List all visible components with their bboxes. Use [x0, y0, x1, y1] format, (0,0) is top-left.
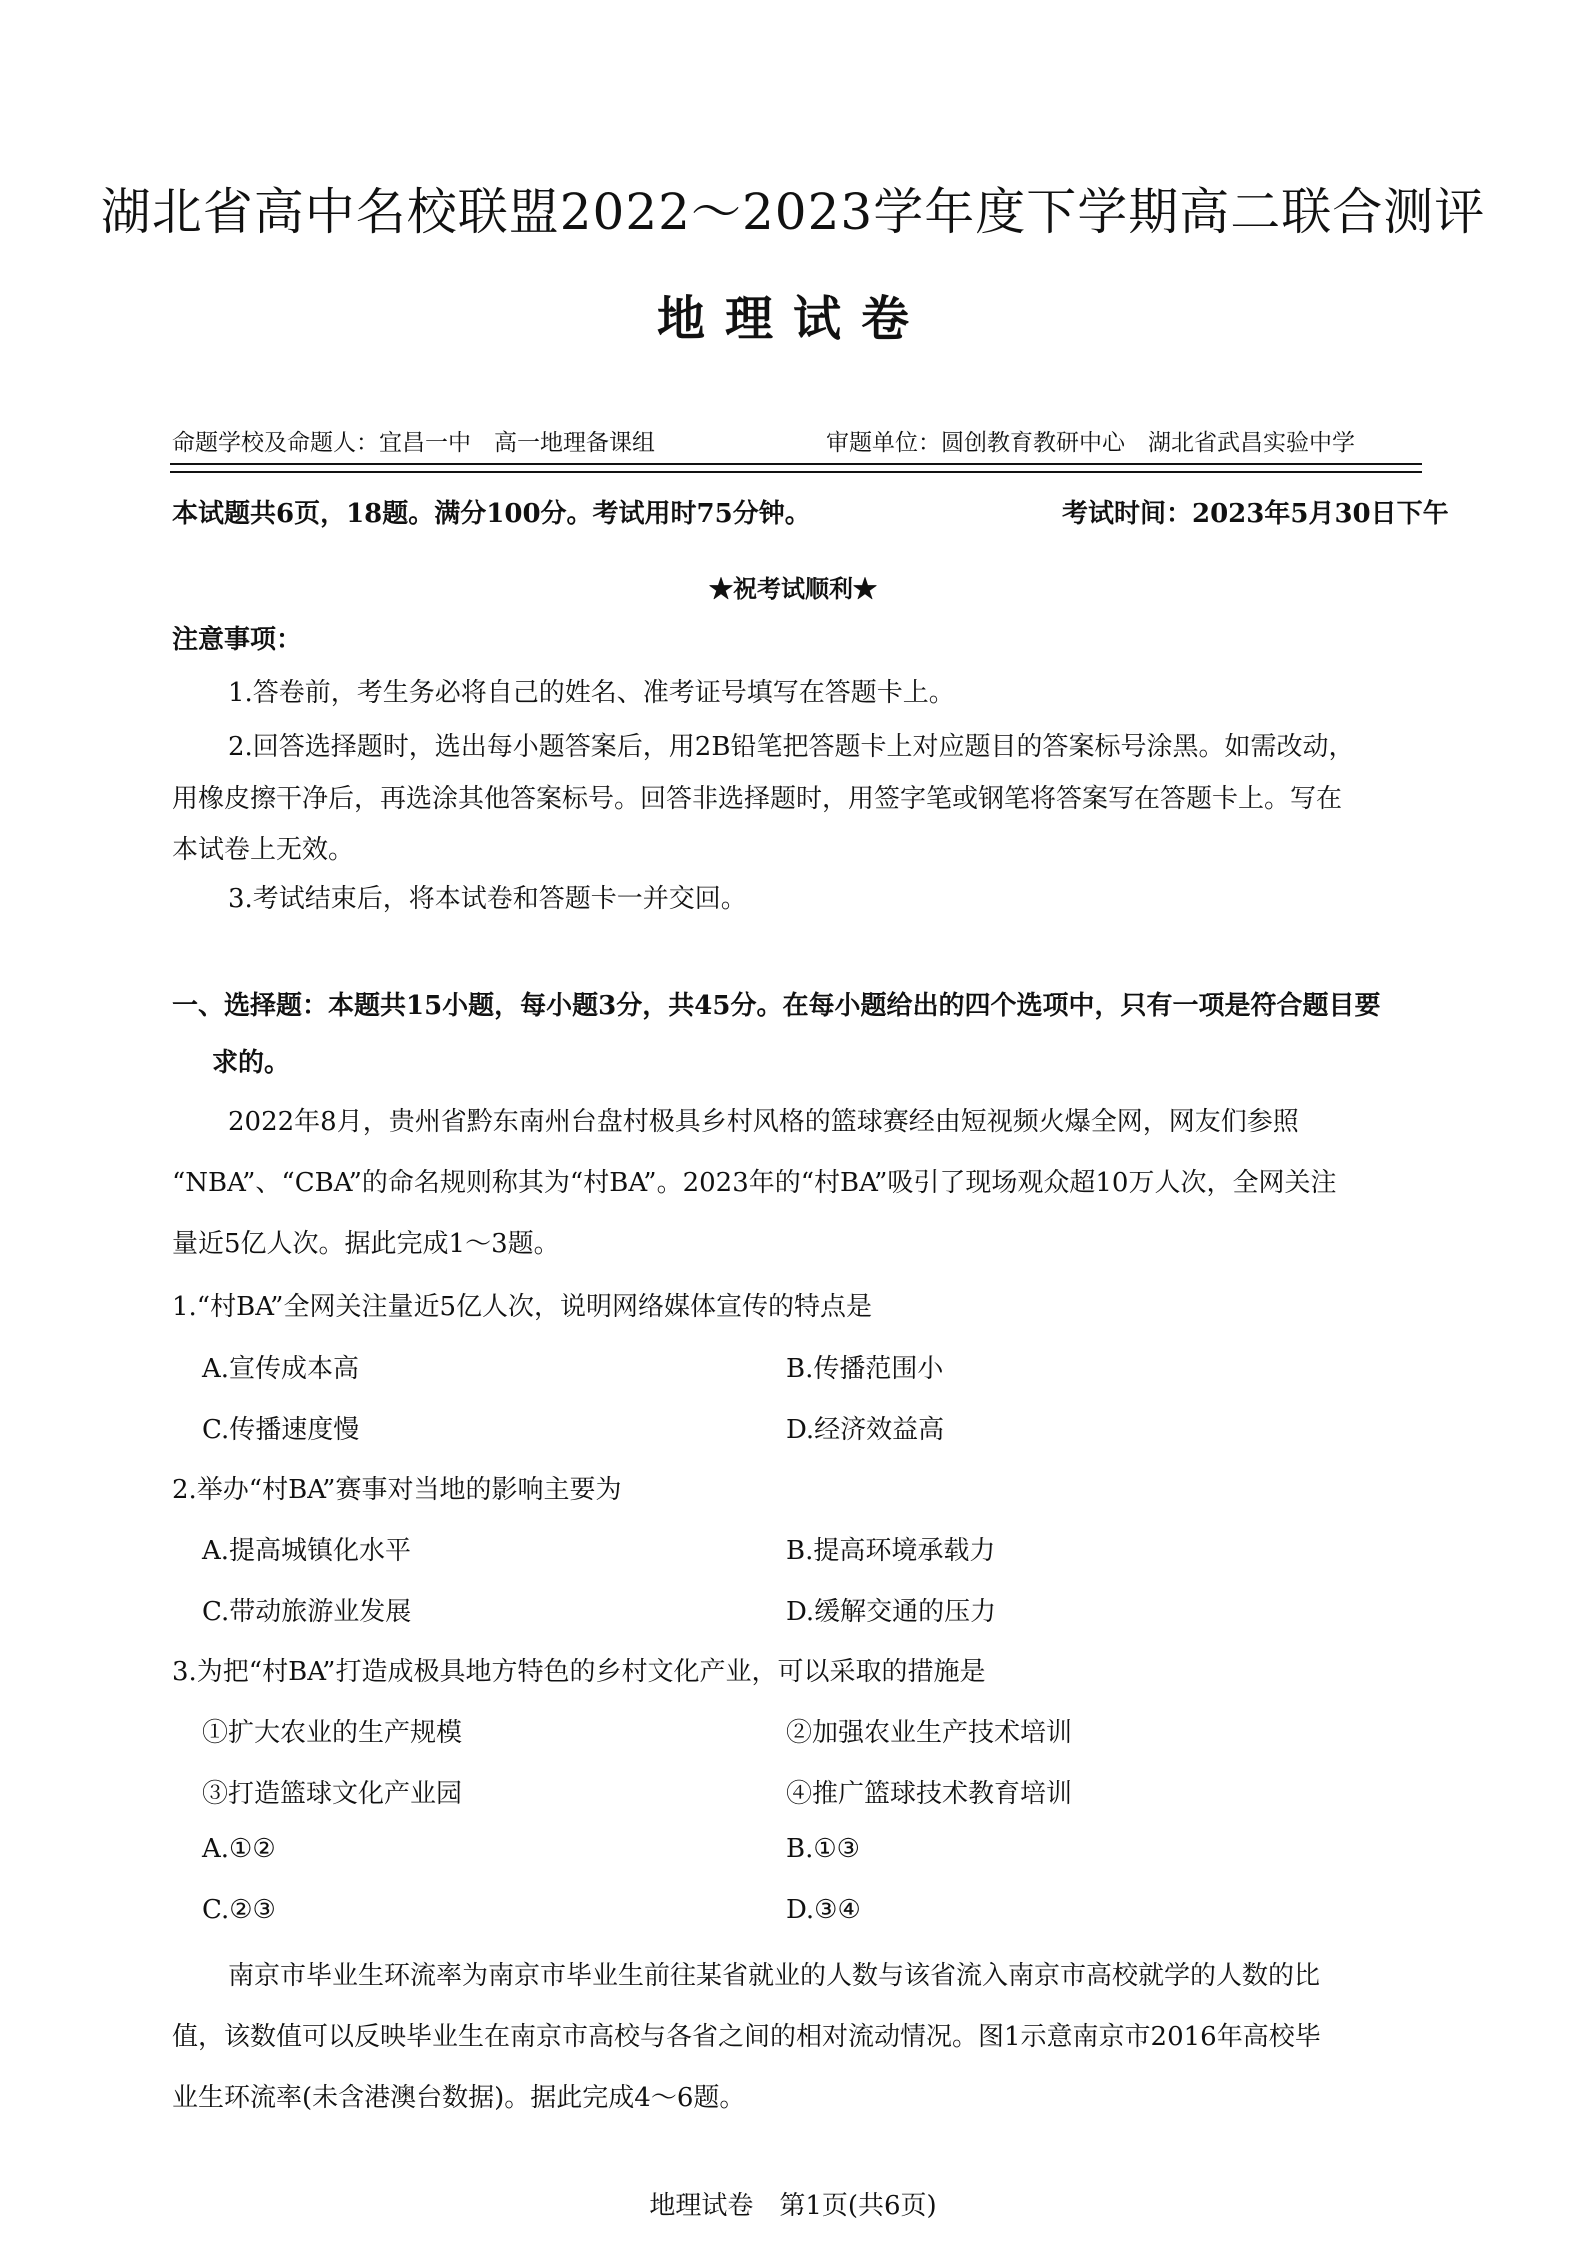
section-heading: 一、选择题：本题共15小题，每小题3分，共45分。在每小题给出的四个选项中，只有一项是符合题目要: [172, 991, 1381, 1021]
header-rule-top: [170, 463, 1422, 465]
q2-option-c: C.带动旅游业发展: [202, 1597, 412, 1627]
q1-option-a: A.宣传成本高: [202, 1354, 360, 1384]
note-item: 3.考试结束后，将本试卷和答题卡一并交回。: [228, 884, 747, 914]
q1-option-c: C.传播速度慢: [202, 1415, 360, 1445]
q1-option-b: B.传播范围小: [786, 1354, 944, 1384]
passage-line: 值，该数值可以反映毕业生在南京市高校与各省之间的相对流动情况。图1示意南京市2016年高校毕: [172, 2022, 1321, 2052]
notes-heading: 注意事项：: [172, 625, 303, 655]
exam-info: 本试题共6页，18题。满分100分。考试用时75分钟。: [172, 499, 811, 529]
q2-option-a: A.提高城镇化水平: [202, 1536, 412, 1566]
author-line: 命题学校及命题人：宜昌一中 高一地理备课组: [172, 430, 655, 456]
exam-time: 考试时间：2023年5月30日下午: [1062, 499, 1449, 529]
passage-line: 南京市毕业生环流率为南京市毕业生前往某省就业的人数与该省流入南京市高校就学的人数的比: [228, 1961, 1321, 1991]
q3-option-c: C.②③: [202, 1895, 276, 1925]
q3-statement-2: ②加强农业生产技术培训: [786, 1718, 1073, 1748]
question-3-stem: 3.为把“村BA”打造成极具地方特色的乡村文化产业，可以采取的措施是: [172, 1657, 986, 1687]
passage-line: 业生环流率(未含港澳台数据)。据此完成4～6题。: [172, 2083, 746, 2113]
note-item: 用橡皮擦干净后，再选涂其他答案标号。回答非选择题时，用签字笔或钢笔将答案写在答题卡上。写在: [172, 784, 1343, 814]
note-item: 本试卷上无效。: [172, 835, 355, 865]
reviewer-line: 审题单位：圆创教育教研中心 湖北省武昌实验中学: [826, 430, 1355, 456]
q3-statement-1: ①扩大农业的生产规模: [202, 1718, 463, 1748]
section-heading-cont: 求的。: [212, 1048, 291, 1078]
header-rule-bottom: [170, 471, 1422, 473]
blessing: ★祝考试顺利★: [709, 574, 877, 603]
passage-line: “NBA”、“CBA”的命名规则称其为“村BA”。2023年的“村BA”吸引了现场观众超10万人次，全网关注: [172, 1168, 1337, 1198]
question-1-stem: 1.“村BA”全网关注量近5亿人次，说明网络媒体宣传的特点是: [172, 1292, 872, 1322]
question-2-stem: 2.举办“村BA”赛事对当地的影响主要为: [172, 1475, 622, 1505]
q3-statement-4: ④推广篮球技术教育培训: [786, 1779, 1073, 1809]
note-item: 1.答卷前，考生务必将自己的姓名、准考证号填写在答题卡上。: [228, 678, 955, 708]
q3-statement-3: ③打造篮球文化产业园: [202, 1779, 463, 1809]
q3-option-b: B.①③: [786, 1834, 860, 1864]
exam-subtitle: 地理试卷: [656, 291, 929, 347]
page-footer: 地理试卷 第1页(共6页): [649, 2191, 937, 2221]
q1-option-d: D.经济效益高: [786, 1415, 945, 1445]
exam-title: 湖北省高中名校联盟2022～2023学年度下学期高二联合测评: [100, 183, 1486, 241]
passage-line: 量近5亿人次。据此完成1～3题。: [172, 1229, 560, 1259]
q2-option-d: D.缓解交通的压力: [786, 1597, 997, 1627]
note-item: 2.回答选择题时，选出每小题答案后，用2B铅笔把答题卡上对应题目的答案标号涂黑。如需改动，: [228, 732, 1355, 762]
q2-option-b: B.提高环境承载力: [786, 1536, 996, 1566]
q3-option-a: A.①②: [202, 1834, 276, 1864]
q3-option-d: D.③④: [786, 1895, 861, 1925]
passage-line: 2022年8月，贵州省黔东南州台盘村极具乡村风格的篮球赛经由短视频火爆全网，网友们参照: [228, 1107, 1299, 1137]
